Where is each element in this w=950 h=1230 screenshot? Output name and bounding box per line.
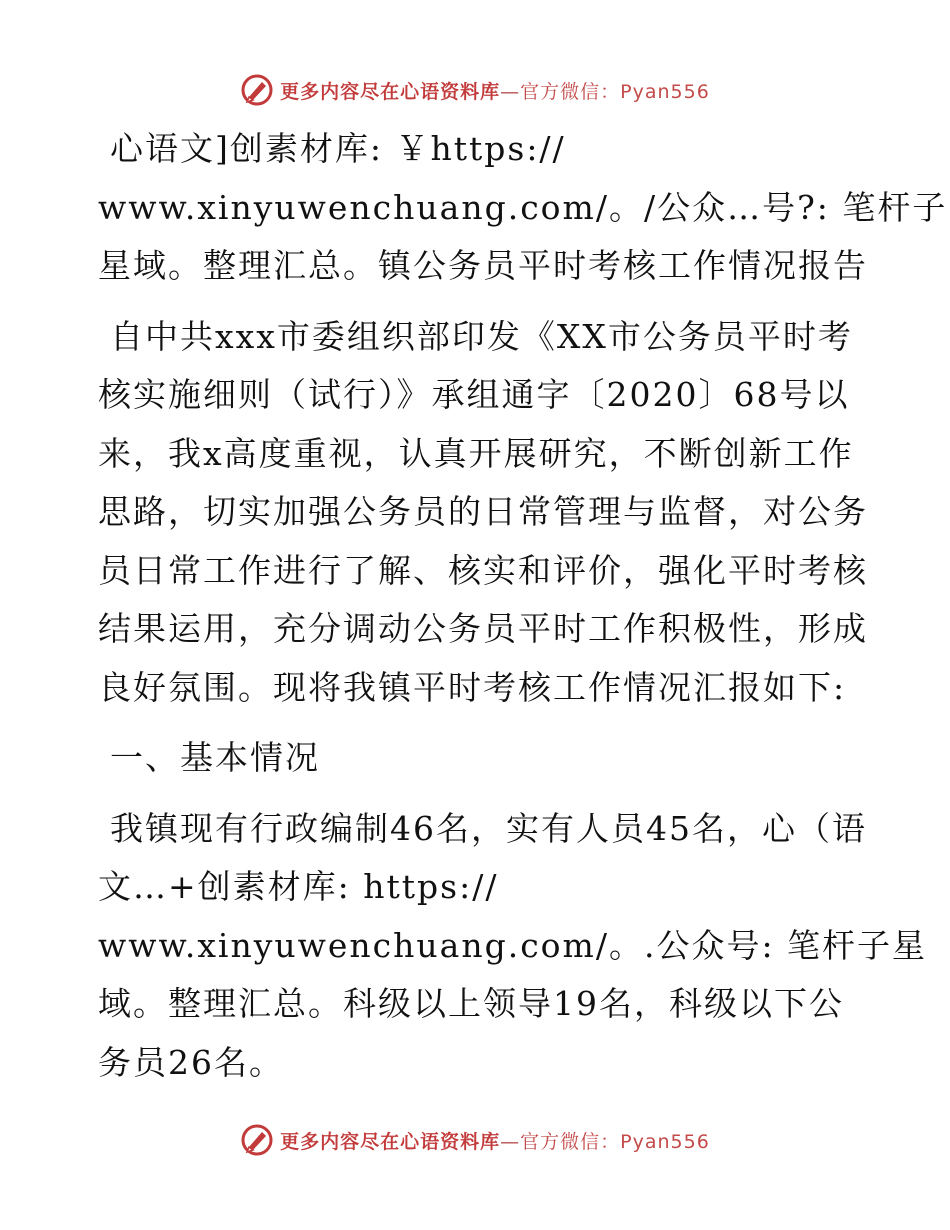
text-line: 自中共xxx市委组织部印发《XX市公务员平时考 [110, 316, 853, 356]
text-line: 域。整理汇总。科级以上领导19名，科级以下公 [98, 984, 844, 1023]
text-line: 来，我x高度重视，认真开展研究，不断创新工作 [98, 433, 854, 473]
header-banner-separator: — [500, 80, 521, 103]
paragraph-basic-info [98, 800, 928, 1093]
text-line: 我镇现有行政编制46名，实有人员45名，心（语 [110, 808, 867, 848]
paragraph-background [98, 308, 868, 718]
footer-banner [0, 1120, 950, 1160]
pen-logo-icon [240, 73, 274, 107]
text-line: 心语文]创素材库: ￥https:// [110, 129, 566, 168]
text-line: 文…+创素材库: https:// [98, 867, 499, 906]
footer-banner-text [280, 1127, 710, 1154]
text-line: 核实施细则（试行）》承组通字〔2020〕68号以 [98, 375, 850, 414]
text-line: 良好氛围。现将我镇平时考核工作情况汇报如下: [98, 667, 847, 707]
footer-banner-wechat: 官方微信：Pyan556 [520, 1130, 710, 1153]
text-line: 结果运用，充分调动公务员平时工作积极性，形成 [98, 609, 868, 648]
paragraph-intro [98, 120, 948, 296]
text-line: www.xinyuwenchuang.com/。.公众号: 笔杆子星 [98, 925, 928, 965]
section-heading [98, 729, 868, 788]
heading-text: 一、基本情况 [110, 738, 320, 777]
header-banner-text [280, 77, 710, 104]
text-line: 务员26名。 [98, 1042, 284, 1082]
footer-banner-main: 更多内容尽在心语资料库 [280, 1130, 501, 1153]
header-banner-wechat: 官方微信：Pyan556 [520, 80, 710, 103]
header-banner-main: 更多内容尽在心语资料库 [280, 80, 501, 103]
footer-banner-separator: — [500, 1130, 521, 1153]
text-line: 思路，切实加强公务员的日常管理与监督，对公务 [98, 492, 868, 531]
pen-logo-icon [240, 1123, 274, 1157]
header-banner [0, 70, 950, 110]
text-line: 员日常工作进行了解、核实和评价，强化平时考核 [98, 550, 868, 590]
document-body [98, 120, 948, 1092]
text-line: www.xinyuwenchuang.com/。/公众…号?: 笔杆子 [98, 187, 948, 227]
text-line: 星域。整理汇总。镇公务员平时考核工作情况报告 [98, 246, 868, 285]
